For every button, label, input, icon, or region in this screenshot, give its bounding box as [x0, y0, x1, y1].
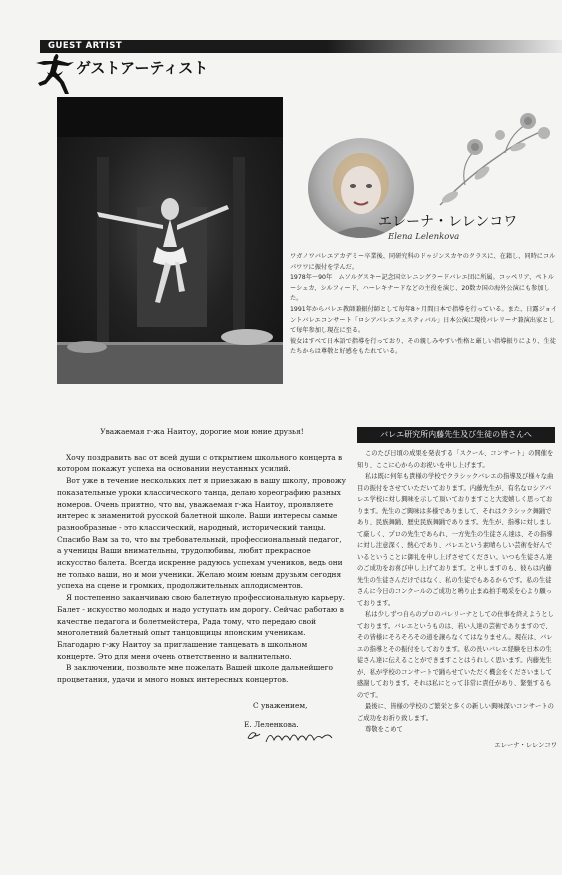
bio-paragraph: 彼女はすべて日本語で指導を行っており、その親しみやすい性格と厳しい指導振りにより、生徒たちからは尊敬と好感をもたれている。	[290, 337, 556, 356]
handwritten-signature	[244, 724, 336, 750]
letter-greeting: Уважаемая г-жа Наитоу, дорогие мои юние друзья!	[100, 427, 304, 436]
letter-closing: 尊敬をこめて	[365, 726, 403, 733]
section-label: GUEST ARTIST	[48, 41, 123, 51]
letter-paragraph: このたび日頃の成果を発表する「スクール、コンサート」の開催を知り、ここに心からのお祝いを申し上げます。	[357, 450, 554, 469]
jp-letter-title: バレエ研究所内藤先生及び生徒の皆さんへ	[357, 427, 555, 443]
bio-paragraph: 1991年からバレエ教師兼振付師として毎年8ヶ月間日本で指導を行っている。また、日露ジョイントバレエコンサート「ロシアバレエフェスティバル」日本公演に現役バレリーナ兼演出家として毎年参加し現在に至る。	[290, 305, 558, 335]
artist-biography	[290, 252, 558, 358]
dancer-silhouette-icon	[34, 52, 76, 96]
artist-name-jp: エレーナ・レレンコワ	[378, 214, 518, 230]
letter-paragraph: Хочу поздравить вас от всей души с открытием школьного концерта в котором покажут успеха на основании неустанных усилий.	[57, 452, 343, 474]
letter-paragraph: Я постепенно заканчиваю свою балетную профессиональную карьеру. Балет - искусство молодых и надо уступать им дорогу. Сейчас работаю в качестве педагога и болетмейстера, Рада тому, что передаю свой многолетний балетный опыт танцовщицы японским ученикам.	[57, 593, 346, 638]
letter-signer: Е. Леленкова.	[244, 720, 299, 730]
letter-paragraph: 私は既に何年も貴様の学校でクラシックバレエの指導及び様々な曲目の振付をさせていただいております。内藤先生が、有名なロシアバレエ学校に対し興味を示して頂いておりますこと大変嬉しく思っております。先生のご興味は多様でありまして、それはクラシック舞踊であり、民族舞踊、歴史民族舞踊であります。先生が、指導に対しまして厳しく、プロの先生であられ、一方先生の生徒さん達は、その指導に対し注意深く、熱心であり、バレエという素晴らしい芸術を好んでいるということに御礼を申し上げさせてください。いつも生徒さん達のご成功をお喜び申し上げております。と申しますのも、彼らは内藤先生の生徒さんだけではなく、私の生徒でもあるからです。私の生徒さんに今日のコンクールのご成功と鳴り止まぬ拍手喝采を心より願っております。	[357, 473, 554, 607]
bio-paragraph: 1978年〜90年 ムソルグスキー記念国立レニングラードバレエ団に所属。コッペリア、ペトルーシュカ、シルフィード、ハーレキナードなどの主役を演じ、20数カ国の海外公演にも参加した。	[290, 274, 554, 303]
ballet-performance-photo	[57, 97, 283, 384]
letter-paragraph: Благодарю г-жу Наитоу за приглашение танцевать в школьном концерте. Это для меня очень ответственно и валнительно.	[57, 639, 308, 661]
letter-signer: エレーナ・レレンコワ	[494, 741, 557, 749]
rose-decoration-icon	[420, 105, 555, 215]
letter-closing: С уважением,	[253, 700, 308, 710]
bio-paragraph: ワガノワバレエアカデミー卒業後、同研究科のドゥジンスカヤのクラスに、在籍し、同時にコルパワワに振付を学んだ。	[290, 253, 556, 271]
letter-paragraph: В заключении, позвольте мне пожелать Вашей школе дальнейшего процветания, удачи и много новых интересных концертов.	[57, 663, 333, 685]
section-title: ゲストアーティスト	[76, 59, 209, 77]
russian-letter	[57, 426, 347, 731]
letter-paragraph: 最後に、皆様の学校のご繁栄と多くの新しい興味深いコンサートのご成功をお祈り致します。	[357, 703, 554, 722]
japanese-letter	[357, 448, 557, 751]
letter-paragraph: Вот уже в течение нескольких лет я приезжаю в вашу школу, провожу показательные уроки классического танца, делаю хореографию разных номеров. Очень приятно, что вы, уважаемая г-жа Наитоу, проявляете интерес к знаменитой русской балетной школе. Ваши интересы самые разнообразные - это классический, народный, исторический танцы. Спасибо Вам за то, что вы требовательный, профессиональный педагог, а ученицы Ваши внимательны, трудолюбивы, любят прекрасное искусство балета. Всегда искренне радуюсь успехам учеников, ведь они не только ваши, но и мои ученики. Желаю моим юным друзьям сегодня успеха на сцене и громких, продолжительных аплодисментов.	[57, 476, 346, 591]
artist-name-latin: Elena Lelenkova	[388, 232, 460, 242]
letter-paragraph: 私は少しずつ自らのプロのバレリーナとしての仕事を終えようとしております。バレエというものは、若い人達の芸術でありますので、その皆様にそろそろその道を譲らなくてはなりません。現在は、バレエの指導とその振付をしております。私の長いバレエ経験を日本の生徒さん達に伝えることができますことはうれしく思います。内藤先生が、私が学校のコンサートで踊らせていただく機会をくださいまして感謝しております。それは私にとって非常に責任があり、緊張するものです。	[357, 611, 554, 699]
